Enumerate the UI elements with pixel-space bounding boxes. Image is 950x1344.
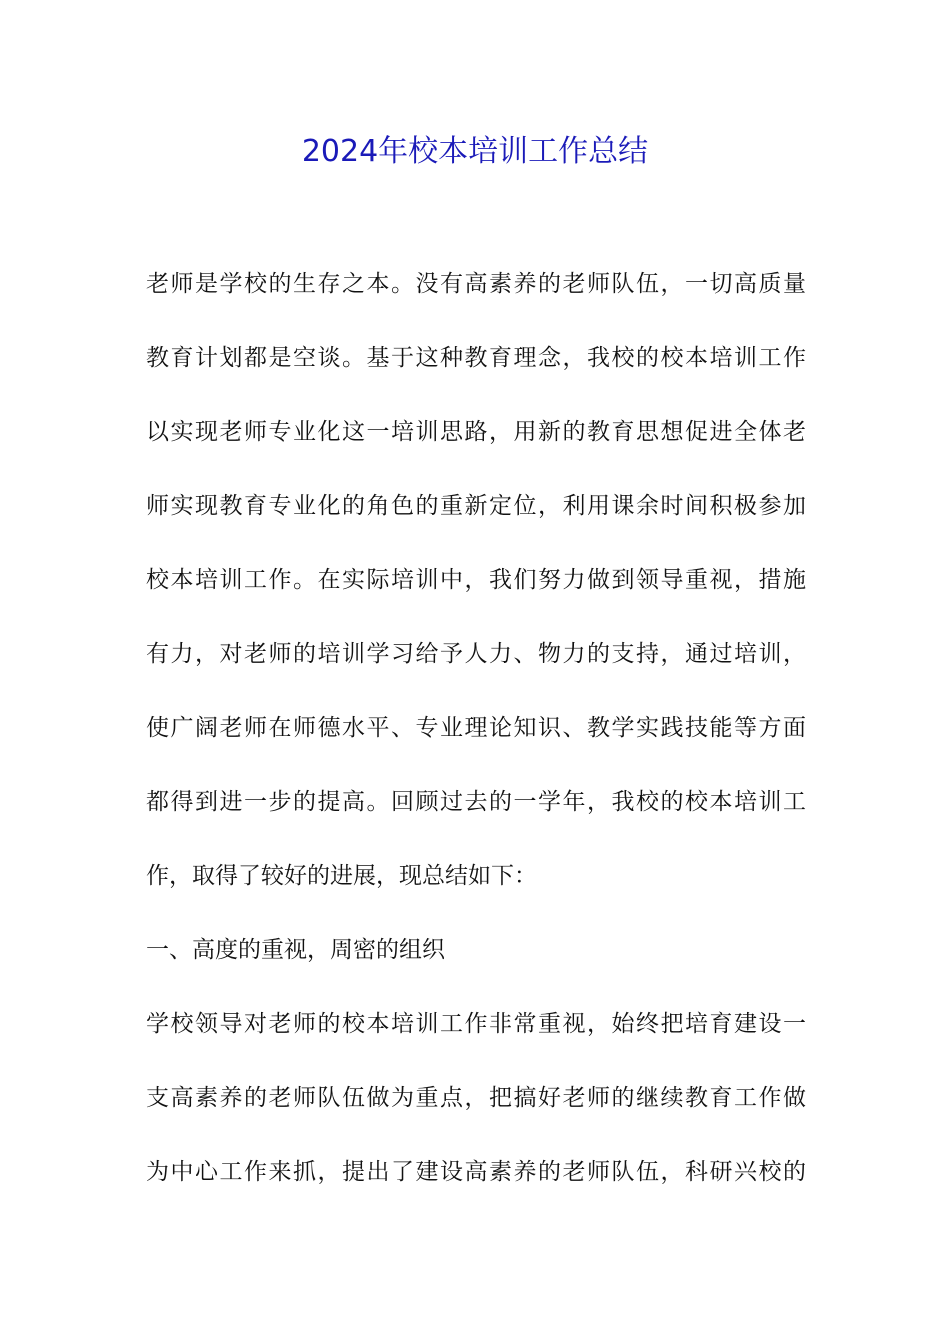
body-line: 支高素养的老师队伍做为重点，把搞好老师的继续教育工作做 xyxy=(146,1085,806,1111)
body-line: 使广阔老师在师德水平、专业理论知识、教学实践技能等方面 xyxy=(146,715,806,741)
body-line: 老师是学校的生存之本。没有高素养的老师队伍，一切高质量 xyxy=(146,271,806,297)
body-line: 学校领导对老师的校本培训工作非常重视，始终把培育建设一 xyxy=(146,1011,806,1037)
body-line: 以实现老师专业化这一培训思路，用新的教育思想促进全体老 xyxy=(146,419,806,445)
document-body xyxy=(146,262,806,1224)
body-line: 一、高度的重视，周密的组织 xyxy=(146,937,445,963)
body-line: 师实现教育专业化的角色的重新定位，利用课余时间积极参加 xyxy=(146,493,806,519)
body-line: 有力，对老师的培训学习给予人力、物力的支持，通过培训， xyxy=(146,641,806,667)
body-line: 校本培训工作。在实际培训中，我们努力做到领导重视，措施 xyxy=(146,567,806,593)
body-line: 都得到进一步的提高。回顾过去的一学年，我校的校本培训工 xyxy=(146,789,806,815)
body-line: 为中心工作来抓，提出了建设高素养的老师队伍，科研兴校的 xyxy=(146,1159,806,1185)
body-line: 教育计划都是空谈。基于这种教育理念，我校的校本培训工作 xyxy=(146,345,806,371)
document-title: 2024年校本培训工作总结 xyxy=(301,134,649,169)
body-line: 作，取得了较好的进展，现总结如下： xyxy=(146,863,537,889)
